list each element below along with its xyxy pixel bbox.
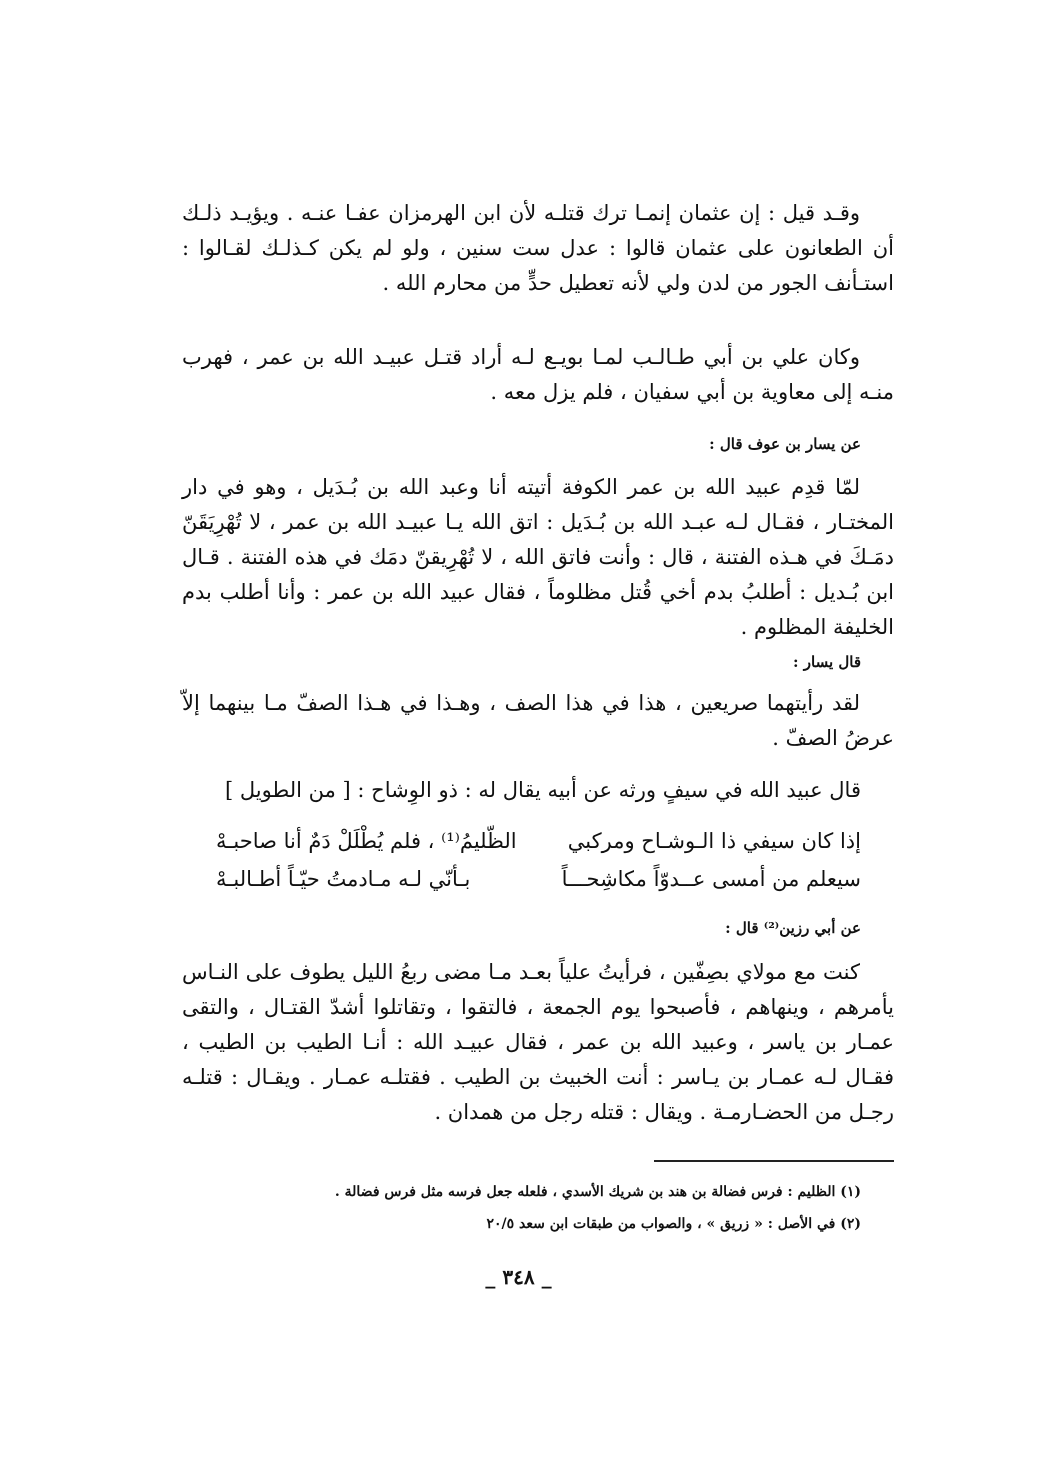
verse-2-first-hemistich: سيعلم من أمسى عــدوّاً مكاشِحـــاً [561, 867, 861, 891]
section-heading-abi-razin: عن أبي رزين⁽²⁾ قال : [725, 919, 861, 937]
body-block-3 [182, 470, 894, 645]
verse-2-second-hemistich: بـأنّي لـه مـادمتُ حيّـاً أطـالبـهْ [216, 867, 471, 891]
footnote-separator [654, 1160, 894, 1162]
section-heading-yasar: عن يسار بن عوف قال : [709, 435, 861, 453]
footnote-1: (١) الظليم : فرس فضالة بن هند بن شريك الأسدي ، فلعله جعل فرسه مثل فرس فضالة . [334, 1184, 861, 1200]
verse-1-first-hemistich: إذا كان سيفي ذا الـوشـاح ومركبي [567, 829, 861, 853]
paragraph-5: كنت مع مولاي بصِفّين ، فرأيتُ علياً بعـد مـا مضى ربعُ الليل يطوف على النـاس يأمرهم ، وينهاهم ، فأصبحوا يوم الجمعة ، فالتقوا ، وتقاتلوا أشدّ القتـال ، والتقى عمـار بن ياسر ، وعبيد الله بن عمر ، فقال عبيـد الله : أنـا الطيب بن الطيب ، فقـال لـه عمـار بن يـاسر : أنت الخبيث بن الطيب . فقتلـه عمـار . ويقـال : قتلـه رجـل من الحضـارمـة . ويقال : قتله رجل من همدان . [182, 960, 894, 1124]
verse-introduction [216, 775, 861, 805]
section-heading-qala-yasar: قال يسار : [793, 653, 861, 671]
paragraph-4: لقد رأيتهما صريعين ، هذا في هذا الصف ، وهـذا في هـذا الصفّ مـا بينهما إلاّ عرضُ الصفّ . [182, 691, 894, 750]
body-block-1 [182, 196, 894, 301]
body-block-4 [182, 686, 894, 756]
paragraph-2: وكان علي بن أبي طـالـب لمـا بويـع لـه أراد قتـل عبيـد الله بن عمر ، فهرب منـه إلى معاوية بن أبي سفيان ، فلم يزل معه . [182, 345, 894, 404]
verse-line-1 [216, 826, 861, 856]
body-block-2 [182, 340, 894, 410]
verse-intro-text: قال عبيد الله في سيفٍ ورثه عن أبيه يقال له : ذو الوِشاح : [ من الطويل ] [225, 778, 861, 802]
paragraph-3: لمّا قدِم عبيد الله بن عمر الكوفة أتيته أنا وعبد الله بن بُـدَيل ، وهو في دار المختـار ، فقـال لـه عبـد الله بن بُـدَيل : اتق الله يـا عبيـد الله بن عمر ، لا تُهْرِيَقَنّ دمَـكَ في هـذه الفتنة ، قال : وأنت فاتق الله ، لا تُهْرِيقنّ دمَك في هذه الفتنة . قـال ابن بُـديل : أطلبُ بدم أخي قُتل مظلوماً ، فقال عبيد الله بن عمر : وأنا أطلب بدم الخليفة المظلوم . [182, 475, 894, 639]
verse-line-2 [216, 864, 861, 894]
page-number: _ ٣٤٨ _ [485, 1265, 552, 1289]
verse-1-second-hemistich: الظّليمُ⁽¹⁾ ، فلم يُطْلَلْ دَمٌ أنا صاحبـهْ [216, 829, 517, 853]
paragraph-1: وقـد قيل : إن عثمان إنمـا ترك قتلـه لأن ابن الهرمزان عفـا عنـه . ويؤيـد ذلـك أن الطعانون على عثمان قالوا : عدل ست سنين ، ولو لم يكن كـذلـك لقـالوا : استـأنف الجور من لدن ولي لأنه تعطيل حدٍّ من محارم الله . [182, 201, 894, 295]
footnote-2: (٢) في الأصل : « زريق » ، والصواب من طبقات ابن سعد ٢٠/٥ [486, 1216, 861, 1232]
body-block-5 [182, 955, 894, 1130]
